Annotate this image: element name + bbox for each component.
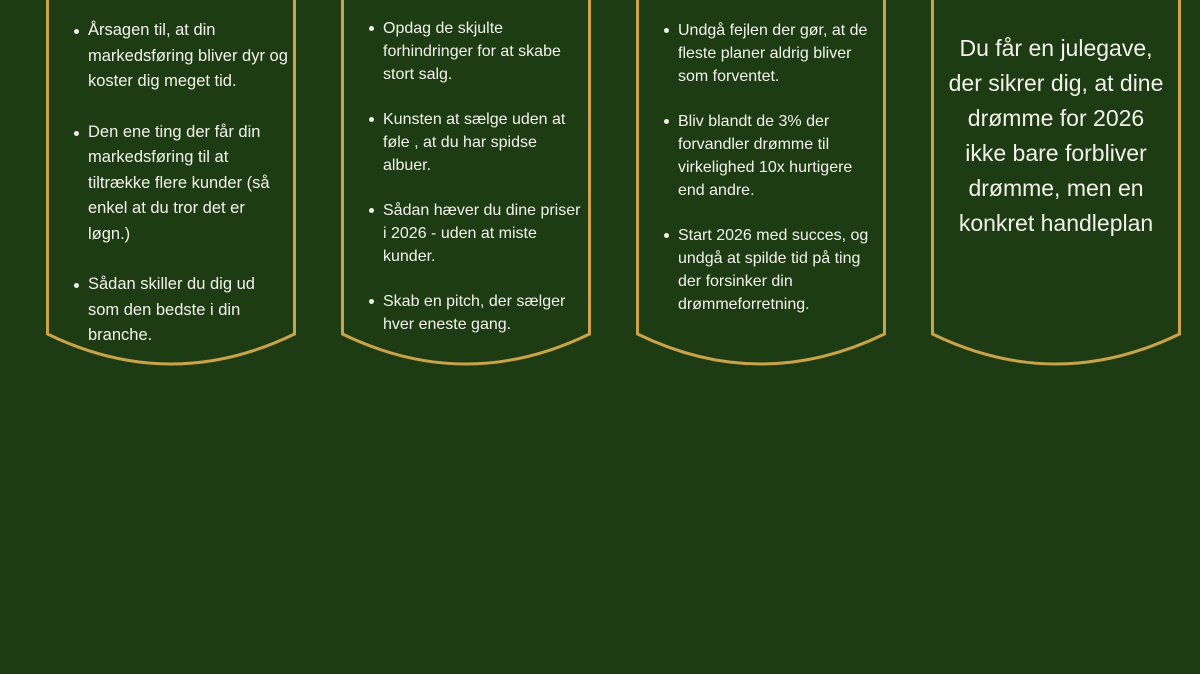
bullet-item: Opdag de skjulte forhindringer for at skabe stort salg. [341,17,591,86]
bullet-list [341,17,591,336]
bullet-item: Kunsten at sælge uden at føle , at du har spidse albuer. [341,108,591,177]
bullet-list [46,18,296,349]
promo-card [931,0,1181,366]
info-card [46,0,296,366]
bullet-item: Sådan skiller du dig ud som den bedste i din branche. [46,272,296,349]
bullet-list [636,19,886,316]
bullet-item: Skab en pitch, der sælger hver eneste gang. [341,290,591,336]
info-card [341,0,591,366]
info-card [636,0,886,366]
bullet-item: Årsagen til, at din markedsføring bliver dyr og koster dig meget tid. [46,18,296,95]
promo-text: Du får en julegave, der sikrer dig, at dine drømme for 2026 ikke bare forbliver drømme, men en konkret handleplan [948,35,1164,236]
bullet-item: Bliv blandt de 3% der forvandler drømme til virkelighed 10x hurtigere end andre. [636,110,886,202]
bullet-item: Den ene ting der får din markedsføring til at tiltrække flere kunder (så enkel at du tror det er løgn.) [46,120,296,248]
bullet-item: Undgå fejlen der gør, at de fleste planer aldrig bliver som forventet. [636,19,886,88]
bullet-item: Start 2026 med succes, og undgå at spilde tid på ting der forsinker din drømmeforretning. [636,224,886,316]
bullet-item: Sådan hæver du dine priser i 2026 - uden at miste kunder. [341,199,591,268]
